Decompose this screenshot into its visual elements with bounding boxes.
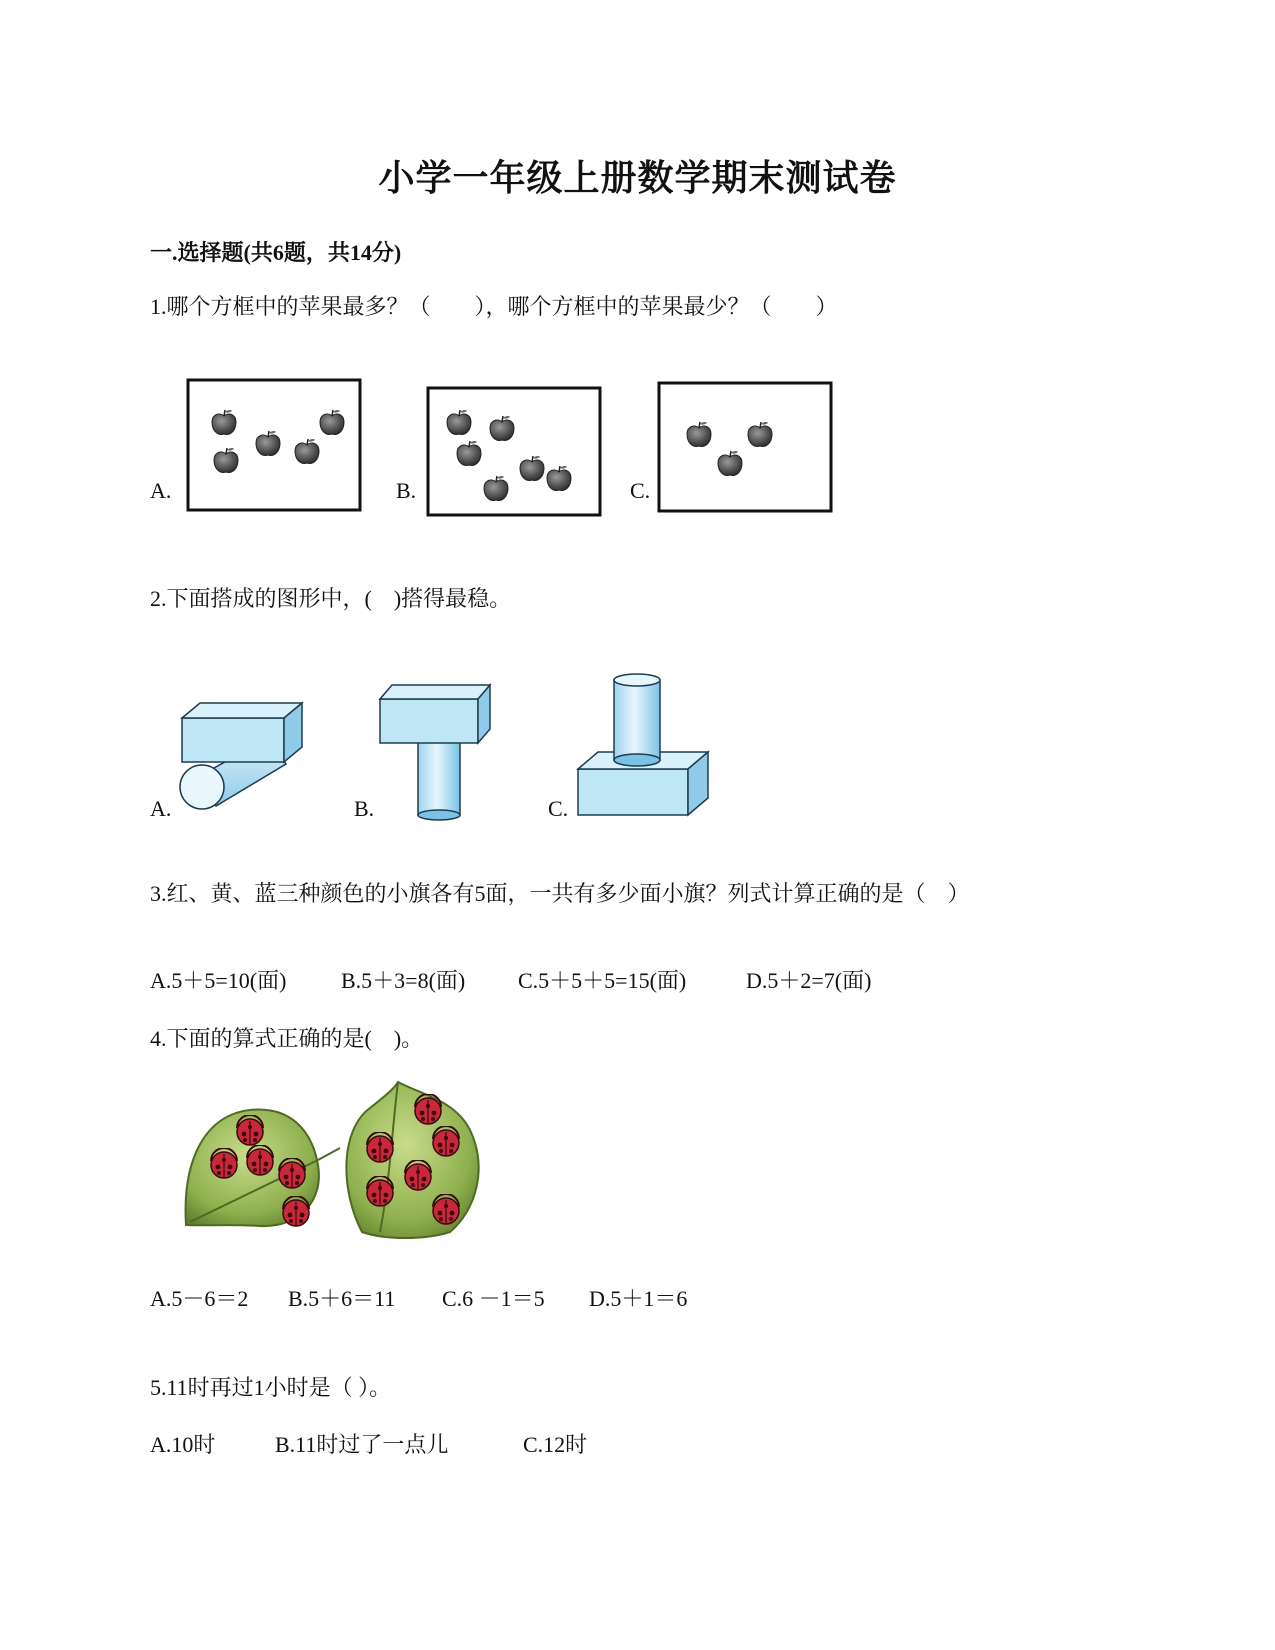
q4-option-a: A.5－6＝2 [150,1286,249,1311]
q2-option-c-label: C. [548,796,569,821]
question-1-text: 1.哪个方框中的苹果最多？（ ），哪个方框中的苹果最少？（ ） [150,294,838,319]
q1-option-a-label: A. [150,478,172,503]
question-5-text: 5.11时再过1小时是（ ）。 [150,1375,392,1400]
q1-option-c-label: C. [630,478,651,503]
question-4-text: 4.下面的算式正确的是( )。 [150,1026,424,1051]
q3-option-c: C.5＋5＋5=15(面) [518,968,687,993]
q4-option-d: D.5＋1＝6 [589,1286,688,1311]
q2-option-b-label: B. [354,796,375,821]
ladybug-icon [279,1158,305,1188]
q3-option-d: D.5＋2=7(面) [746,968,872,993]
section-heading: 一.选择题(共6题，共14分) [150,240,402,265]
q3-option-a: A.5＋5=10(面) [150,968,287,993]
right-leaf [346,1082,478,1238]
q4-option-c: C.6 －1＝5 [442,1286,545,1311]
ladybug-icon [433,1126,459,1156]
ladybug-icon [433,1194,459,1224]
left-leaf [186,1110,340,1227]
ladybug-icon [405,1160,431,1190]
q1-option-b-label: B. [396,478,417,503]
question-2-text: 2.下面搭成的图形中，( )搭得最稳。 [150,586,512,611]
q5-option-b: B.11时过了一点儿 [275,1432,449,1457]
ladybug-icon [237,1115,263,1145]
q5-option-a: A.10时 [150,1432,216,1457]
page-title: 小学一年级上册数学期末测试卷 [378,158,897,198]
ladybug-icon [283,1196,309,1226]
q2-option-a-label: A. [150,796,172,821]
question-3-text: 3.红、黄、蓝三种颜色的小旗各有5面，一共有多少面小旗？列式计算正确的是（ ） [150,881,970,906]
q5-option-c: C.12时 [523,1432,588,1457]
ladybug-icon [211,1148,237,1178]
ladybug-icon [247,1145,273,1175]
ladybug-icon [415,1094,441,1124]
ladybug-icon [367,1132,393,1162]
q4-option-b: B.5＋6＝11 [288,1286,396,1311]
ladybug-icon [367,1176,393,1206]
q3-option-b: B.5＋3=8(面) [341,968,466,993]
